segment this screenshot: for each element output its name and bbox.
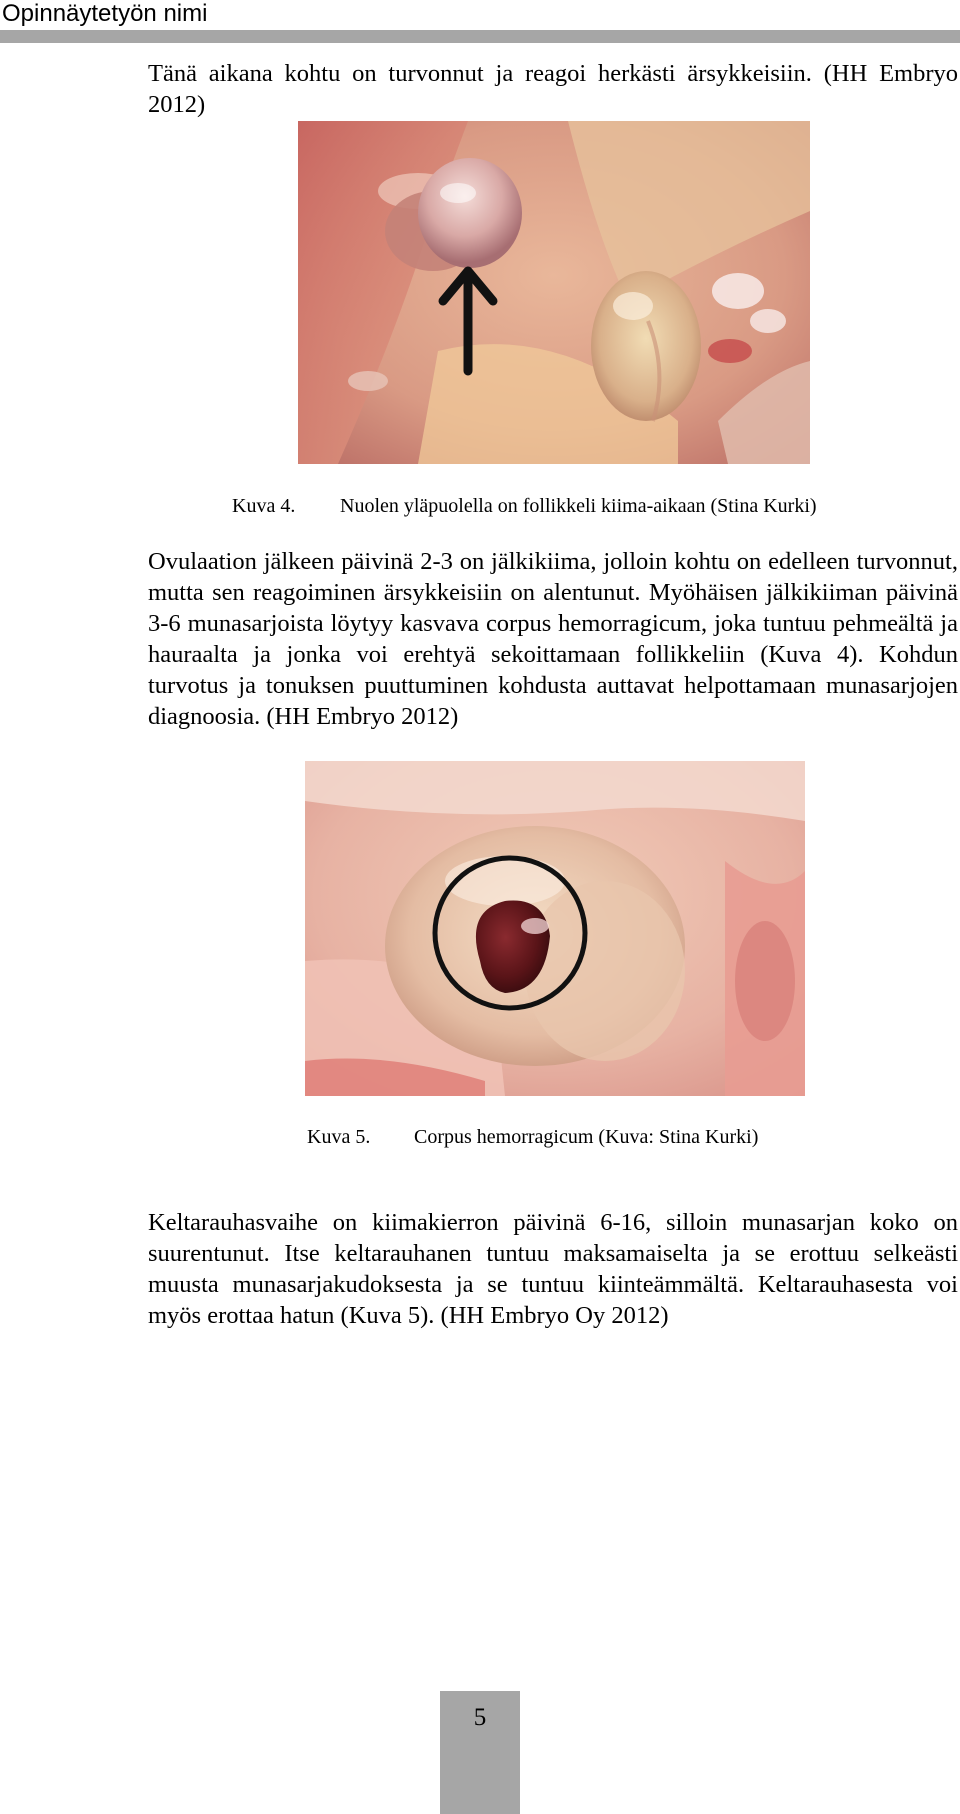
figure-5-label: Kuva 5. (307, 1126, 371, 1148)
figure-5-photo (305, 761, 805, 1096)
document-header-title: Opinnäytetyön nimi (2, 0, 208, 27)
figure-4-photo (298, 121, 810, 464)
figure-5-caption-text: Corpus hemorragicum (Kuva: Stina Kurki) (414, 1126, 759, 1148)
figure-4-caption-text: Nuolen yläpuolella on follikkeli kiima-aikaan (Stina Kurki) (340, 495, 817, 517)
paragraph-3: Keltarauhasvaihe on kiimakierron päivinä 6-16, silloin munasarjan koko on suurentunut. Itse keltarauhanen tuntuu maksamaiselta ja se erottuu selkeästi muusta munasarjakudoksesta ja se tuntuu kiinteämmältä. Keltarauhasesta voi myös erottaa hatun (Kuva 5). (HH Embryo Oy 2012) (148, 1209, 958, 1329)
paragraph-1: Tänä aikana kohtu on turvonnut ja reagoi herkästi ärsykkeisiin. (HH Embryo 2012) (148, 60, 958, 118)
page-number-box (440, 1691, 520, 1814)
header-rule (0, 30, 960, 43)
page-number: 5 (473, 1704, 487, 1731)
paragraph-2: Ovulaation jälkeen päivinä 2-3 on jälkikiima, jolloin kohtu on edelleen turvonnut, mutta sen reagoiminen ärsykkeisiin on alentunut. Myöhäisen jälkikiiman päivinä 3-6 munasarjoista löytyy kasvava corpus hemorragicum, joka tuntuu pehmeältä ja hauraalta ja jonka voi erehtyä sekoittamaan follikkeliin (Kuva 4). Kohdun turvotus ja tonuksen puuttuminen kohdusta auttavat helpottamaan munasarjojen diagnoosia. (HH Embryo 2012) (148, 548, 958, 730)
figure-4-label: Kuva 4. (232, 495, 296, 517)
